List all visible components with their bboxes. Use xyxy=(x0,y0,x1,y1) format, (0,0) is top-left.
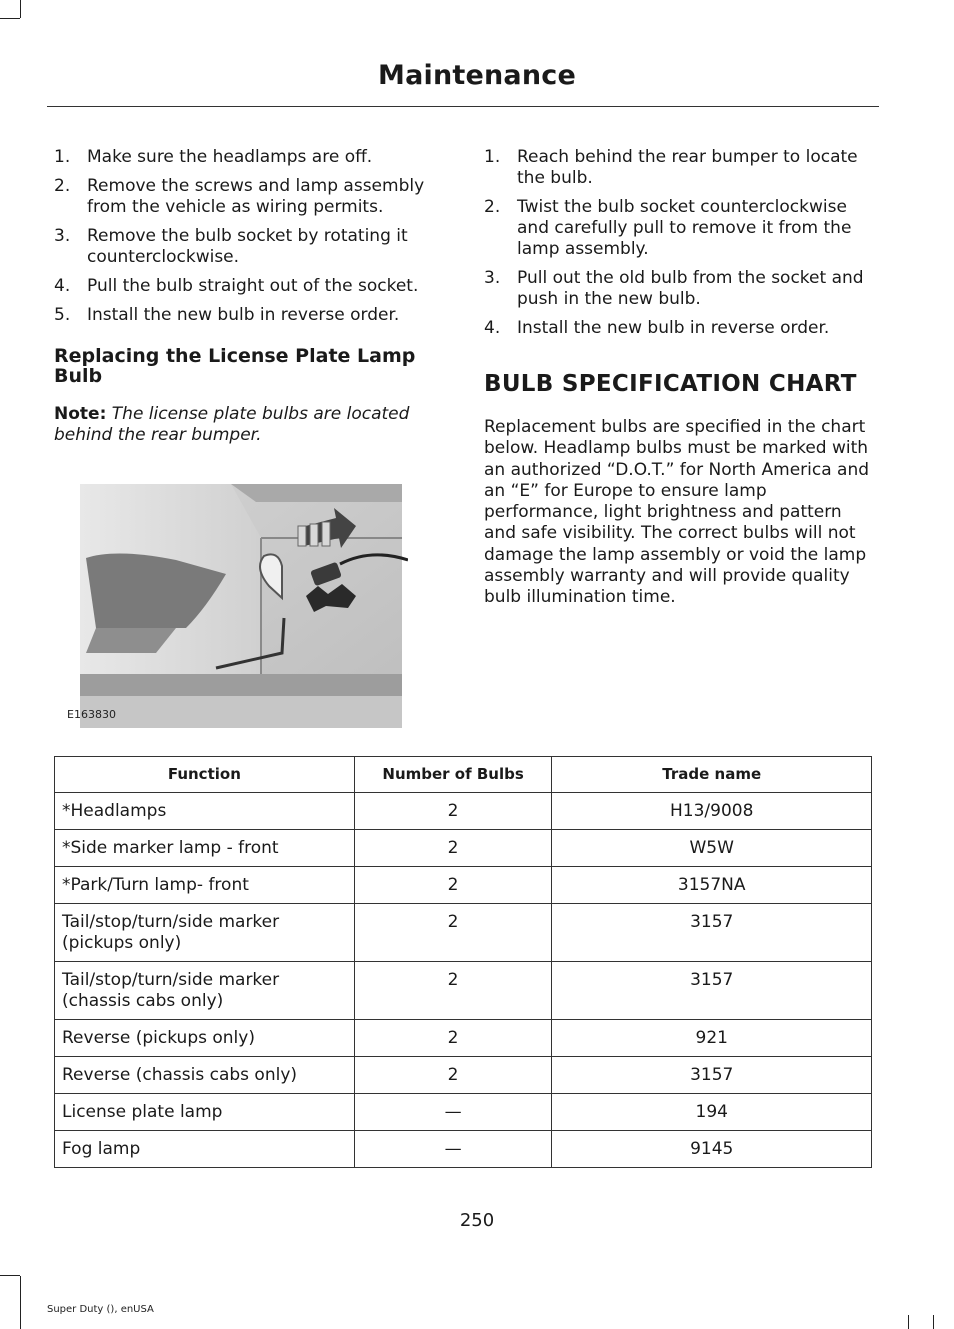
crop-mark xyxy=(0,1275,20,1276)
crop-mark xyxy=(908,1315,909,1329)
step-number: 4. xyxy=(484,318,501,338)
list-item xyxy=(484,147,874,189)
function-cell: Tail/stop/turn/side marker (pickups only) xyxy=(55,904,355,962)
page-number: 250 xyxy=(459,1210,495,1231)
count-cell: — xyxy=(354,1094,552,1131)
table-row xyxy=(55,1057,872,1094)
function-cell: Tail/stop/turn/side marker (chassis cabs only) xyxy=(55,962,355,1020)
step-text: Install the new bulb in reverse order. xyxy=(517,318,830,338)
count-cell: 2 xyxy=(354,1020,552,1057)
step-number: 1. xyxy=(54,147,71,167)
headlamp-steps-list xyxy=(54,147,446,326)
step-number: 2. xyxy=(54,176,71,196)
table-header-row xyxy=(55,757,872,793)
table-row xyxy=(55,793,872,830)
note-text: The license plate bulbs are located behind the rear bumper. xyxy=(54,404,410,445)
function-cell: License plate lamp xyxy=(55,1094,355,1131)
list-item xyxy=(54,276,446,297)
bulb-spec-paragraph: Replacement bulbs are specified in the chart below. Headlamp bulbs must be marked with an authorized “D.O.T.” for North America and an “E” for Europe to ensure lamp performance, light brightness and pattern and safe visibility. The correct bulbs will not damage the lamp assembly or void the lamp assembly warranty and will provide quality bulb illumination time. xyxy=(484,417,870,608)
note-label: Note: xyxy=(54,404,107,424)
count-cell: 2 xyxy=(354,830,552,867)
list-item xyxy=(54,305,446,326)
step-number: 4. xyxy=(54,276,71,296)
trade-name-cell: W5W xyxy=(552,830,872,867)
step-number: 5. xyxy=(54,305,71,325)
count-cell: 2 xyxy=(354,904,552,962)
step-text: Remove the screws and lamp assembly from the vehicle as wiring permits. xyxy=(87,176,425,217)
trade-name-cell: 3157 xyxy=(552,1057,872,1094)
crop-mark xyxy=(933,1315,934,1329)
trade-name-cell: 9145 xyxy=(552,1131,872,1168)
section-heading: BULB SPECIFICATION CHART xyxy=(484,371,857,397)
count-cell: 2 xyxy=(354,1057,552,1094)
function-cell: *Park/Turn lamp- front xyxy=(55,867,355,904)
step-text: Pull the bulb straight out of the socket. xyxy=(87,276,419,296)
license-plate-steps-list xyxy=(484,147,874,339)
table-row xyxy=(55,867,872,904)
function-cell: *Side marker lamp - front xyxy=(55,830,355,867)
footer-text: Super Duty (), enUSA xyxy=(47,1304,154,1315)
crop-mark xyxy=(20,0,21,18)
count-cell: 2 xyxy=(354,867,552,904)
step-text: Twist the bulb socket counterclockwise and carefully pull to remove it from the lamp assembly. xyxy=(517,197,852,259)
trade-name-cell: 3157 xyxy=(552,962,872,1020)
bulb-spec-table xyxy=(54,756,872,1168)
crop-mark xyxy=(20,1276,21,1329)
step-number: 2. xyxy=(484,197,501,217)
table-row xyxy=(55,1020,872,1057)
illustration-code: E163830 xyxy=(67,708,116,721)
license-plate-lamp-illustration xyxy=(56,478,408,730)
function-cell: Reverse (pickups only) xyxy=(55,1020,355,1057)
table-row xyxy=(55,830,872,867)
crop-mark xyxy=(0,18,20,19)
table-row xyxy=(55,962,872,1020)
trade-name-cell: 921 xyxy=(552,1020,872,1057)
count-cell: 2 xyxy=(354,793,552,830)
right-column xyxy=(484,147,874,609)
step-number: 3. xyxy=(54,226,71,246)
function-cell: Fog lamp xyxy=(55,1131,355,1168)
trade-name-cell: H13/9008 xyxy=(552,793,872,830)
column-header: Function xyxy=(55,757,355,793)
list-item xyxy=(484,318,874,339)
column-header: Trade name xyxy=(552,757,872,793)
table-row xyxy=(55,904,872,962)
trade-name-cell: 3157 xyxy=(552,904,872,962)
count-cell: 2 xyxy=(354,962,552,1020)
header-rule xyxy=(47,106,879,107)
page-title: Maintenance xyxy=(378,60,576,91)
column-header: Number of Bulbs xyxy=(354,757,552,793)
list-item xyxy=(54,147,446,168)
list-item xyxy=(484,268,874,310)
table-row xyxy=(55,1094,872,1131)
step-text: Reach behind the rear bumper to locate the bulb. xyxy=(517,147,858,188)
trade-name-cell: 194 xyxy=(552,1094,872,1131)
step-text: Install the new bulb in reverse order. xyxy=(87,305,400,325)
step-text: Make sure the headlamps are off. xyxy=(87,147,373,167)
list-item xyxy=(54,226,446,268)
left-column xyxy=(54,147,446,446)
note-paragraph xyxy=(54,404,446,446)
step-text: Remove the bulb socket by rotating it counterclockwise. xyxy=(87,226,408,267)
trade-name-cell: 3157NA xyxy=(552,867,872,904)
license-plate-subheading: Replacing the License Plate Lamp Bulb xyxy=(54,345,416,387)
list-item xyxy=(484,197,874,260)
step-text: Pull out the old bulb from the socket and push in the new bulb. xyxy=(517,268,864,309)
step-number: 3. xyxy=(484,268,501,288)
table-row xyxy=(55,1131,872,1168)
count-cell: — xyxy=(354,1131,552,1168)
function-cell: Reverse (chassis cabs only) xyxy=(55,1057,355,1094)
step-number: 1. xyxy=(484,147,501,167)
function-cell: *Headlamps xyxy=(55,793,355,830)
list-item xyxy=(54,176,446,218)
